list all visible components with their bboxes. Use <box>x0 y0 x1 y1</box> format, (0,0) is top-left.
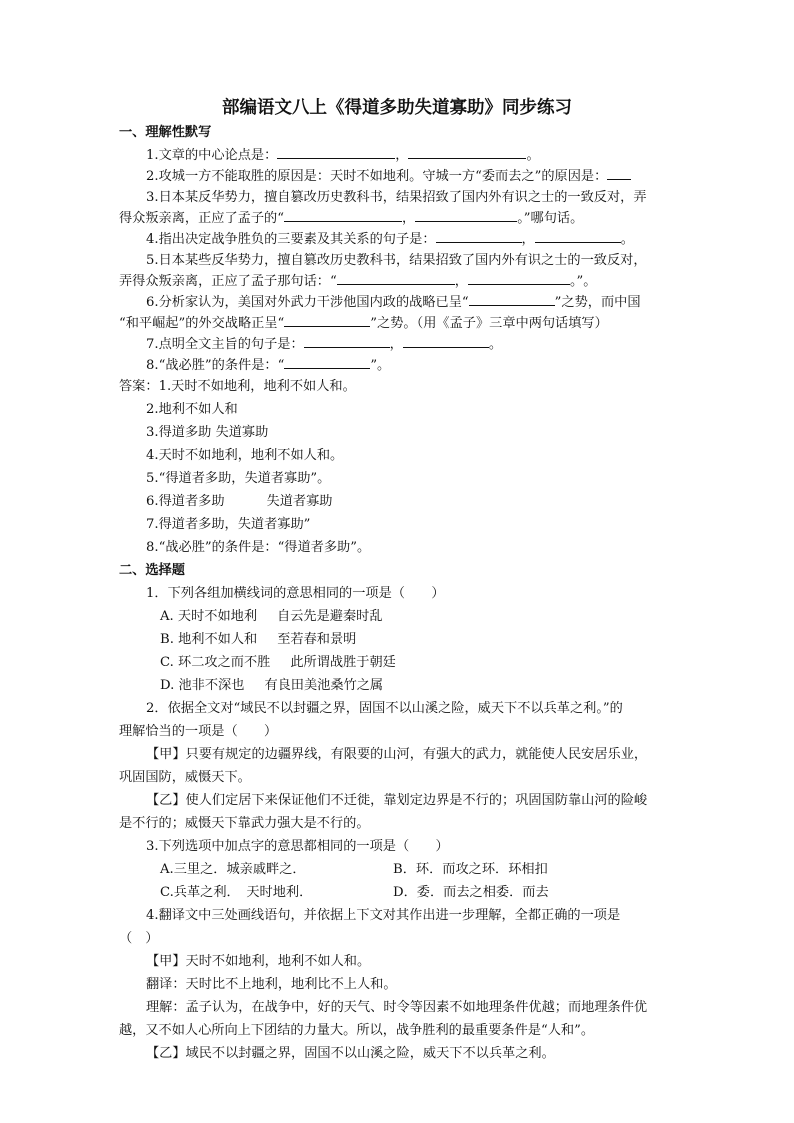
answer-4: 4.天时不如地利，地利不如人和。 <box>146 448 344 463</box>
question-6-line-1: 6.分析家认为，美国对外武力干涉他国内政的战略已呈“ ”之势，而中国 <box>146 295 641 310</box>
answer-blank[interactable] <box>436 230 522 243</box>
mc1-option-d[interactable]: D. 池非不深也 有良田美池桑竹之属 <box>160 678 384 693</box>
mc3-option-d[interactable]: D．委．而去之相委．而去 <box>393 885 549 900</box>
mc4-stem-line-2: （ ） <box>119 931 159 946</box>
question-6-line-2: “和平崛起”的外交战略正呈“ ”之势。（用《孟子》三章中两句话填写） <box>119 316 608 331</box>
question-5-line-1: 5.日本某些反华势力，擅自篡改历史教科书，结果招致了国内外有识之士的一致反对， <box>146 253 647 268</box>
answer-blank[interactable] <box>607 167 631 180</box>
mc1-option-a[interactable]: A. 天时不如地利 自云先是避秦时乱 <box>160 609 383 624</box>
answer-5: 5.“得道者多助，失道者寡助”。 <box>146 471 331 486</box>
mc3-stem: 3.下列选项中加点字的意思都相同的一项是（ ） <box>146 839 449 854</box>
mc2-yi-line-1: 【乙】使人们定居下来保证他们不迁徙，靠划定边界是不行的；巩固国防靠山河的险峻 <box>146 793 648 808</box>
question-7: 7.点明全文主旨的句子是： ， 。 <box>146 337 503 352</box>
mc3-option-b[interactable]: B．环．而攻之环．环相扣 <box>393 862 548 877</box>
mc4-translation: 翻译：天时比不上地利，地利比不上人和。 <box>146 977 397 992</box>
section-heading-recitation: 一、理解性默写 <box>119 125 212 140</box>
answer-6: 6.得道者多助 失道者寡助 <box>146 494 333 509</box>
mc2-stem-line-2: 理解恰当的一项是（ ） <box>119 724 278 739</box>
answer-1: 答案：1.天时不如地利，地利不如人和。 <box>119 379 356 394</box>
answer-blank[interactable] <box>337 272 455 285</box>
question-2: 2.攻城一方不能取胜的原因是：天时不如地利。守城一方“委而去之”的原因是： <box>146 165 631 184</box>
question-3-line-2: 得众叛亲离，正应了孟子的“ ， 。”哪句话。 <box>119 211 584 226</box>
mc2-yi-line-2: 是不行的；威慑天下靠武力强大是不行的。 <box>119 816 370 831</box>
answer-blank[interactable] <box>403 335 489 348</box>
mc4-jia: 【甲】天时不如地利，地利不如人和。 <box>146 954 371 969</box>
mc4-yi: 【乙】域民不以封疆之界，固国不以山溪之险，威天下不以兵革之利。 <box>146 1046 555 1061</box>
answer-2: 2.地利不如人和 <box>146 402 238 417</box>
mc4-stem-line-1: 4.翻译文中三处画线语句，并依据上下文对其作出进一步理解，全都正确的一项是 <box>146 908 621 923</box>
section-heading-choice: 二、选择题 <box>119 563 185 578</box>
mc3-option-c[interactable]: C.兵革之利． 天时地利． <box>160 885 313 900</box>
answer-blank[interactable] <box>304 335 390 348</box>
mc4-understanding-line-1: 理解：孟子认为，在战争中，好的天气、时令等因素不如地理条件优越；而地理条件优 <box>146 1000 648 1015</box>
answer-blank[interactable] <box>468 272 570 285</box>
answer-7: 7.得道者多助，失道者寡助” <box>146 517 311 532</box>
page-title: 部编语文八上《得道多助失道寡助》同步练习 <box>222 98 572 118</box>
answer-blank[interactable] <box>284 356 370 369</box>
mc2-jia-line-1: 【甲】只要有规定的边疆界线，有限要的山河，有强大的武力，就能使人民安居乐业， <box>146 747 648 762</box>
answer-blank[interactable] <box>408 146 526 159</box>
question-5-line-2: 弄得众叛亲离，正应了孟子那句话：“ ， 。”。 <box>119 274 597 289</box>
answer-blank[interactable] <box>284 314 370 327</box>
mc1-stem: 1．下列各组加横线词的意思相同的一项是（ ） <box>146 586 445 601</box>
mc1-option-b[interactable]: B. 地利不如人和 至若春和景明 <box>160 632 357 647</box>
answer-blank[interactable] <box>277 146 395 159</box>
mc4-understanding-line-2: 越，又不如人心所向上下团结的力量大。所以，战争胜利的最重要条件是“人和”。 <box>119 1023 595 1038</box>
mc2-jia-line-2: 巩固国防，威慑天下。 <box>119 770 251 785</box>
question-3-line-1: 3.日本某反华势力，擅自篡改历史教科书，结果招致了国内外有识之士的一致反对，弄 <box>146 190 647 205</box>
question-8: 8.“战必胜”的条件是：“ ”。 <box>146 358 391 373</box>
mc1-option-c[interactable]: C. 环二攻之而不胜 此所谓战胜于朝廷 <box>160 655 396 670</box>
answer-blank[interactable] <box>535 230 621 243</box>
answer-blank[interactable] <box>469 293 555 306</box>
mc3-option-a[interactable]: A.三里之．城亲戚畔之． <box>160 862 306 877</box>
answer-blank[interactable] <box>415 209 517 222</box>
question-4: 4.指出决定战争胜负的三要素及其关系的句子是： ， 。 <box>146 232 634 247</box>
mc2-stem-line-1: 2．依据全文对“域民不以封疆之界，固国不以山溪之险，威天下不以兵革之利。”的 <box>146 701 623 716</box>
answer-blank[interactable] <box>284 209 402 222</box>
question-1: 1.文章的中心论点是： ， 。 <box>146 148 540 163</box>
answer-8: 8.“战必胜”的条件是：“得道者多助”。 <box>146 540 371 555</box>
answer-3: 3.得道多助 失道寡助 <box>146 425 269 440</box>
